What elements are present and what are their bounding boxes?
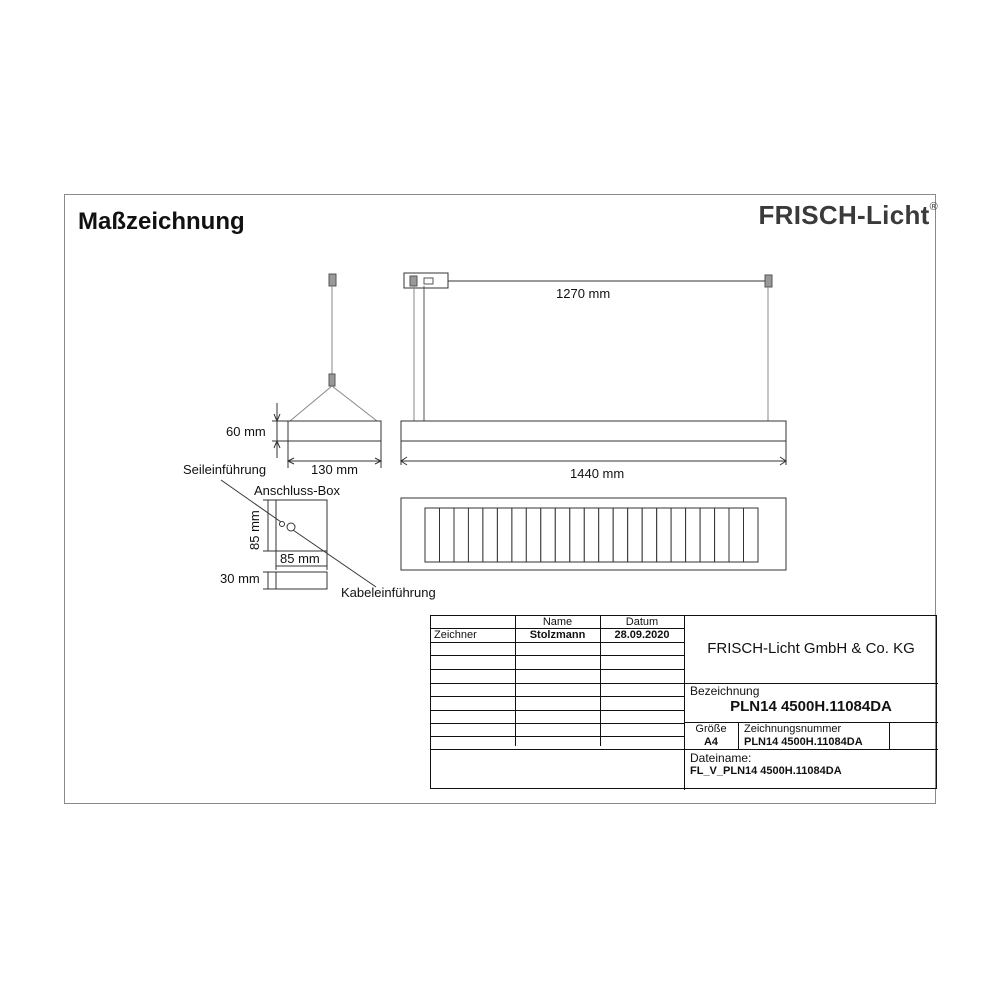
label-cable-entry: Kabeleinführung	[341, 585, 436, 600]
brand-name: FRISCH-Licht	[758, 200, 930, 230]
louvre-cell	[512, 508, 527, 562]
louvre-cell	[555, 508, 570, 562]
connection-box-front	[276, 572, 327, 589]
drawing-date: 28.09.2020	[614, 629, 670, 641]
louvre-cell	[715, 508, 730, 562]
louvre-cell	[628, 508, 643, 562]
dim-label-length: 1440 mm	[570, 466, 625, 481]
dim-label-box-depth: 85 mm	[280, 551, 320, 566]
louvre-cell	[425, 508, 440, 562]
louvre-cell	[657, 508, 672, 562]
ceiling-canopy-right	[765, 275, 772, 287]
dim-label-height: 60 mm	[226, 424, 266, 439]
filename-value: FL_V_PLN14 4500H.11084DA	[690, 765, 842, 777]
col-header-name: Name	[542, 616, 573, 628]
louvre-cell	[483, 508, 498, 562]
side-view	[272, 274, 381, 468]
designation-value: PLN14 4500H.11084DA	[730, 698, 892, 715]
rope-entry-hole	[280, 522, 285, 527]
louvre-cell	[440, 508, 455, 562]
louvre-array	[425, 508, 758, 562]
drawing-number-label: Zeichnungsnummer	[744, 723, 842, 735]
rope-split-right	[332, 386, 377, 421]
page-title: Maßzeichnung	[78, 208, 245, 235]
drawer-name: Stolzmann	[529, 629, 586, 641]
louvre-cell	[700, 508, 715, 562]
ceiling-canopy-side	[329, 274, 336, 286]
col-header-date: Datum	[625, 616, 659, 628]
filename-label: Dateiname:	[690, 751, 752, 765]
cable-entry-hole	[287, 523, 295, 531]
row-label-drawer: Zeichner	[434, 629, 477, 641]
size-label: Größe	[695, 723, 727, 735]
drawing-number-value: PLN14 4500H.11084DA	[744, 736, 863, 748]
louvre-cell	[541, 508, 556, 562]
rope-split-left	[290, 386, 332, 421]
louvre-cell	[599, 508, 614, 562]
dim-label-box-height: 30 mm	[220, 571, 260, 586]
louvre-cell	[686, 508, 701, 562]
dim-label-box-side: 85 mm	[247, 510, 262, 550]
louvre-cell	[468, 508, 483, 562]
louvre-cell	[526, 508, 541, 562]
louvre-cell	[613, 508, 628, 562]
rope-gripper	[329, 374, 335, 386]
luminaire-profile-side	[288, 421, 381, 441]
company-name: FRISCH-Licht GmbH & Co. KG	[707, 640, 915, 657]
louvre-cell	[744, 508, 759, 562]
louvre-cell	[671, 508, 686, 562]
louvre-cell	[642, 508, 657, 562]
louvre-cell	[729, 508, 744, 562]
louvre-cell	[454, 508, 469, 562]
dim-label-suspension-span: 1270 mm	[556, 286, 611, 301]
louvre-cell	[570, 508, 585, 562]
label-rope-entry: Seileinführung	[183, 462, 267, 477]
size-value: A4	[703, 736, 719, 748]
louvre-cell	[497, 508, 512, 562]
title-block	[430, 615, 937, 789]
label-connection-box: Anschluss-Box	[254, 483, 340, 498]
registered-mark: ®	[929, 201, 938, 214]
louvre-cell	[584, 508, 599, 562]
front-view	[401, 273, 786, 570]
dim-label-depth: 130 mm	[311, 462, 358, 477]
luminaire-body-front	[401, 421, 786, 441]
designation-label: Bezeichnung	[690, 684, 760, 698]
